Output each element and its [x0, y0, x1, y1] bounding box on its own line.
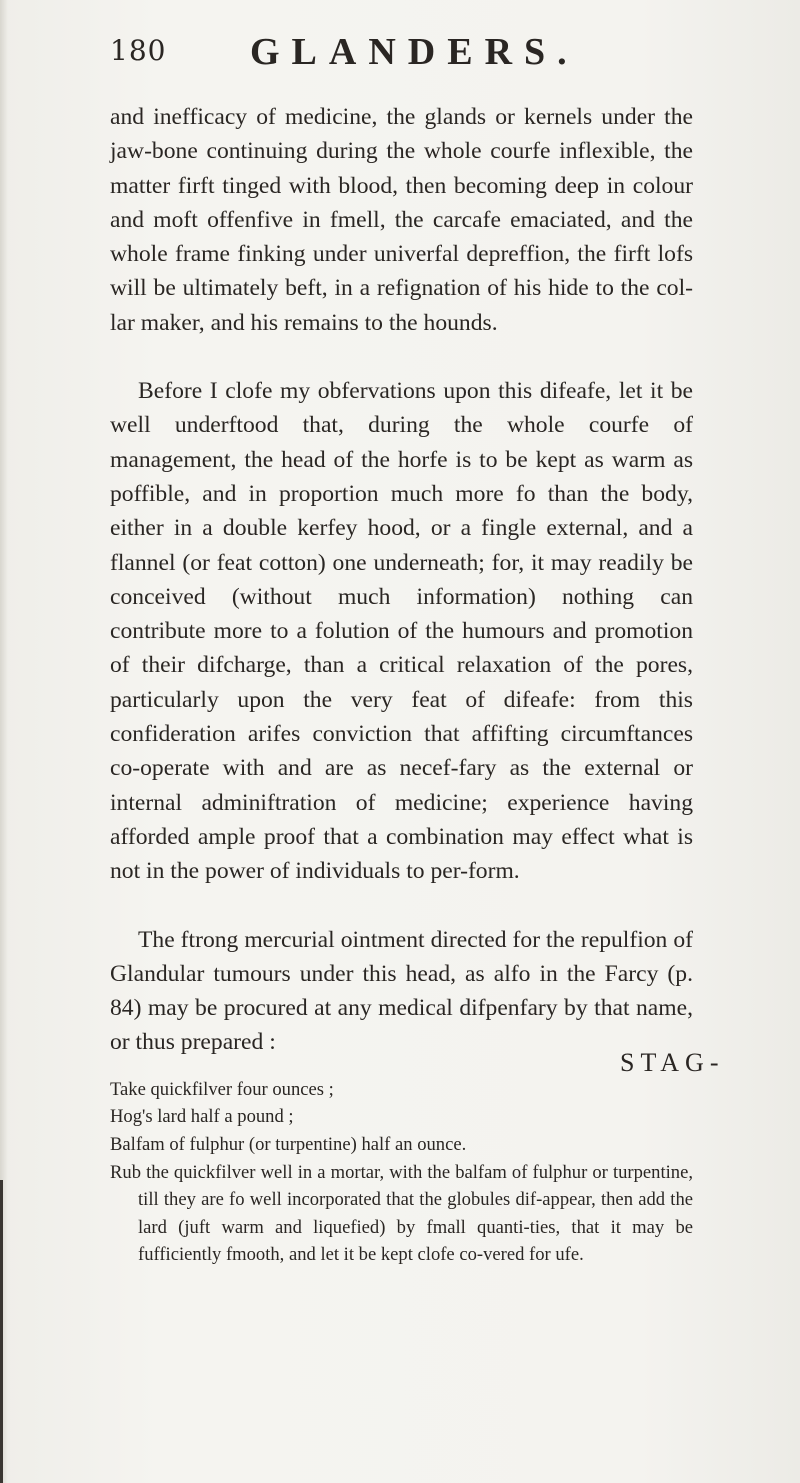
running-head: GLANDERS.	[250, 31, 579, 73]
catchword: STAG-	[620, 1048, 725, 1077]
paragraph-continuation: and inefficacy of medicine, the glands or kernels under the jaw-bone continuing during the whole courfe inflexible, the matter firft tinged with blood, then becoming deep in colour and moft offenfive in fmell, the carcafe emaciated, and the whole frame finking under univerfal depreffion, the firft lofs will be ultimately beft, in a refignation of his hide to the col-lar maker, and his remains to the hounds.	[110, 104, 693, 336]
recipe-lard: Hog's lard half a pound ;	[110, 1106, 294, 1128]
page-number: 180	[110, 34, 167, 67]
recipe-method: Rub the quickfilver well in a mortar, with the balfam of fulphur or turpentine, till they are fo well incorporated that the globules dif-appear, then add the lard (juft warm and liquefied) by fmall quanti-ties, that it may be fufficiently fmooth, and let it be kept clofe co-vered for ufe.	[110, 1161, 693, 1266]
page-edge-line	[0, 1180, 3, 1483]
body-text	[110, 100, 693, 1269]
paragraph-ointment: The ftrong mercurial ointment directed for the repulfion of Glandular tumours under this head, as alfo in the Farcy (p. 84) may be procured at any medical difpenfary by that name, or thus prepared :	[110, 926, 693, 1056]
paragraph-observations: Before I clofe my obfervations upon this difeafe, let it be well underftood that, during the whole courfe of management, the head of the horfe is to be kept as warm as poffible, and in proportion much more fo than the body, either in a double kerfey hood, or a fingle external, and a flannel (or feat cotton) one underneath; for, it may readily be conceived (without much information) nothing can contribute more to a folution of the humours and promotion of their difcharge, than a critical relaxation of the pores, particularly upon the very feat of difeafe: from this confideration arifes conviction that affifting circumftances co-operate with and are as necef-fary as the external or internal adminiftration of medicine; experience having afforded ample proof that a combination may effect what is not in the power of individuals to per-form.	[110, 378, 693, 885]
page-header	[110, 30, 710, 80]
ointment-recipe	[110, 1076, 693, 1269]
recipe-quicksilver: Take quickfilver four ounces ;	[110, 1078, 334, 1100]
recipe-balsam: Balfam of fulphur (or turpentine) half an ounce.	[110, 1133, 467, 1155]
